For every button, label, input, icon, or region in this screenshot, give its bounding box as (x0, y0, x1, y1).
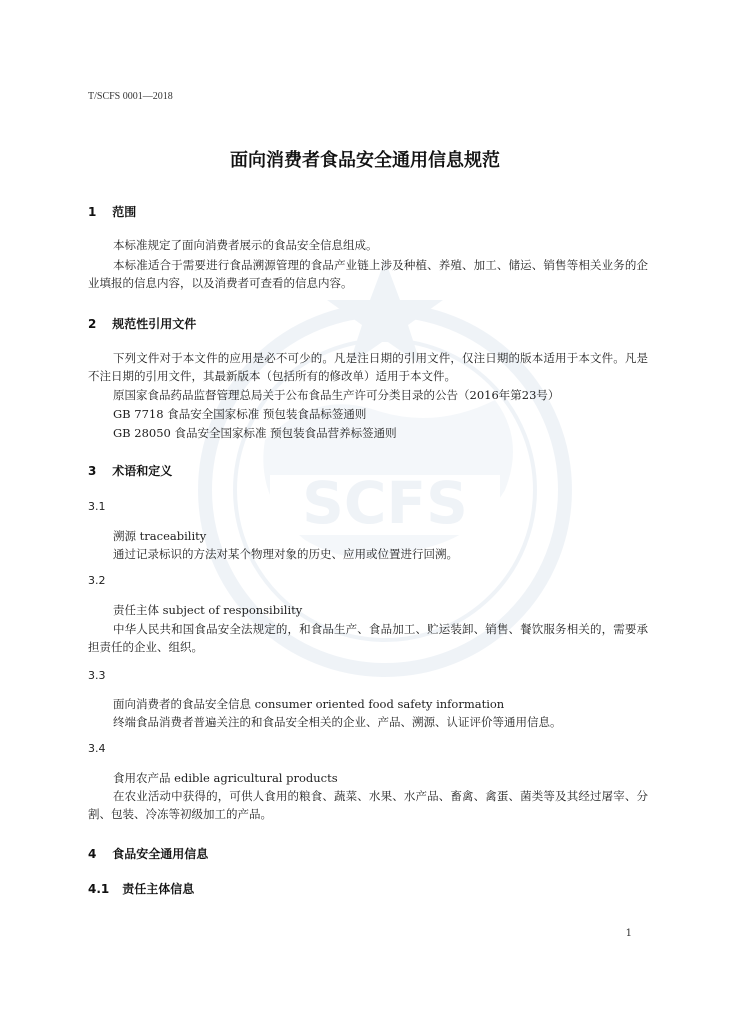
section-number: 4 (88, 847, 97, 861)
term-definition: 在农业活动中获得的，可供人食用的粮食、蔬菜、水果、水产品、畜禽、禽蛋、菌类等及其经过屠宰、分割、包装、冷冻等初级加工的产品。 (88, 789, 648, 821)
term-title: 溯源 traceability (113, 529, 207, 543)
subsection-title: 责任主体信息 (122, 882, 195, 896)
section-3-heading (88, 462, 172, 479)
section-title: 范围 (112, 205, 137, 219)
term-title: 面向消费者的食品安全信息 consumer oriented food safety information (113, 697, 505, 711)
section-number: 1 (88, 205, 97, 219)
section-title: 术语和定义 (112, 464, 173, 478)
term-number: 3.2 (88, 574, 106, 587)
standard-number: T/SCFS 0001—2018 (88, 91, 173, 102)
term-title: 责任主体 subject of responsibility (113, 603, 303, 617)
reference-item: 原国家食品药品监督管理总局关于公布食品生产许可分类目录的公告（2016年第23号） (113, 388, 560, 402)
reference-item: GB 7718 食品安全国家标准 预包装食品标签通则 (113, 407, 367, 421)
term-number: 3.3 (88, 669, 106, 682)
page-number: 1 (625, 928, 632, 939)
term-title: 食用农产品 edible agricultural products (113, 771, 338, 785)
section-title: 食品安全通用信息 (112, 847, 209, 861)
watermark-text: SCFS (302, 469, 468, 537)
subsection-4-1-heading (88, 880, 194, 897)
term-number: 3.1 (88, 500, 106, 513)
term-definition: 中华人民共和国食品安全法规定的，和食品生产、食品加工、贮运装卸、销售、餐饮服务相关的，需要承担责任的企业、组织。 (88, 622, 648, 654)
document-title: 面向消费者食品安全通用信息规范 (230, 150, 500, 171)
term-definition: 终端食品消费者普遍关注的和食品安全相关的企业、产品、溯源、认证评价等通用信息。 (113, 715, 562, 729)
section-2-heading (88, 315, 196, 332)
scope-paragraph-2: 本标准适合于需要进行食品溯源管理的食品产业链上涉及种植、养殖、加工、储运、销售等相关业务的企业填报的信息内容，以及消费者可查看的信息内容。 (88, 258, 648, 290)
reference-item: GB 28050 食品安全国家标准 预包装食品营养标签通则 (113, 426, 397, 440)
section-number: 3 (88, 464, 97, 478)
section-1-heading (88, 203, 136, 220)
scope-paragraph-1: 本标准规定了面向消费者展示的食品安全信息组成。 (113, 238, 378, 252)
section-number: 2 (88, 317, 97, 331)
term-definition: 通过记录标识的方法对某个物理对象的历史、应用或位置进行回溯。 (113, 547, 458, 561)
term-number: 3.4 (88, 742, 106, 755)
references-intro: 下列文件对于本文件的应用是必不可少的。凡是注日期的引用文件，仅注日期的版本适用于本文件。凡是不注日期的引用文件，其最新版本（包括所有的修改单）适用于本文件。 (88, 351, 648, 383)
section-4-heading (88, 845, 208, 862)
section-title: 规范性引用文件 (112, 317, 197, 331)
subsection-number: 4.1 (88, 882, 110, 896)
